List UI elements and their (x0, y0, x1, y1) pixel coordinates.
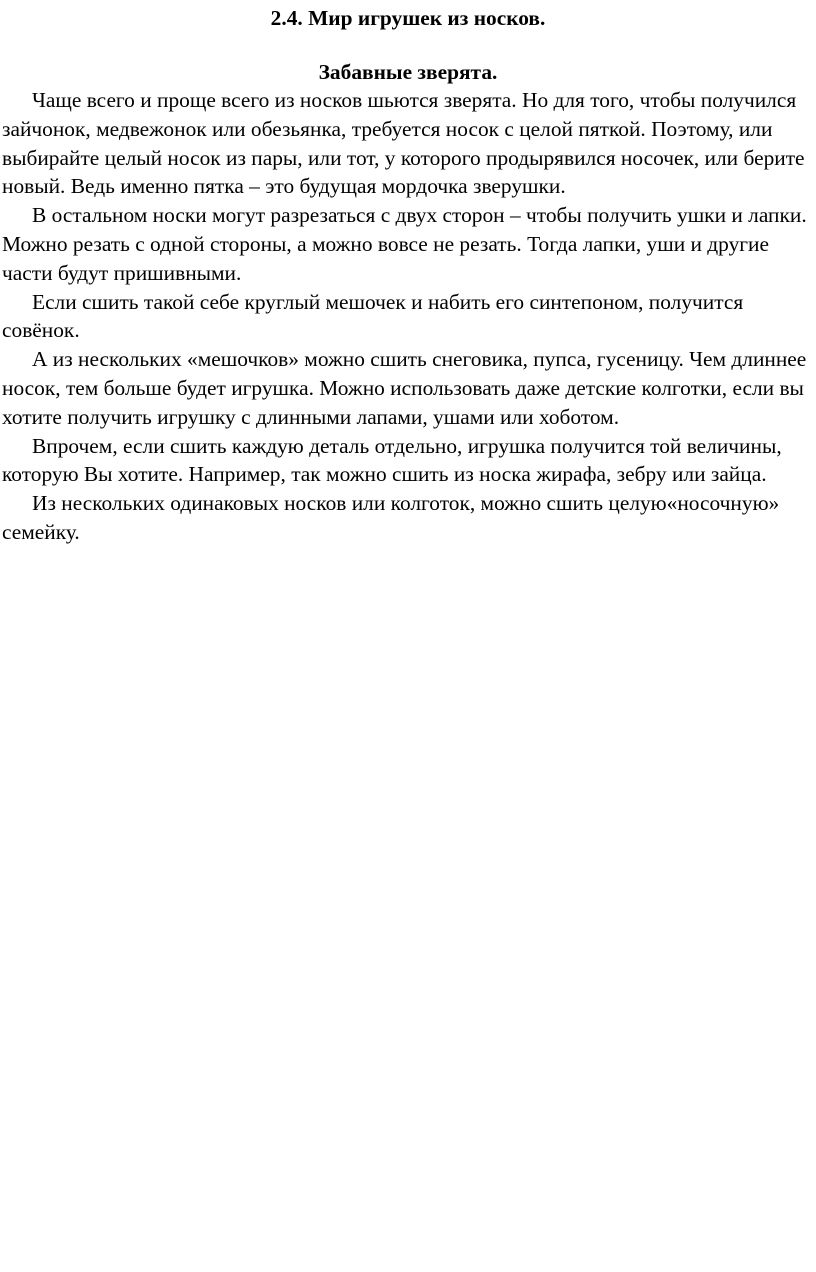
section-title: 2.4. Мир игрушек из носков. (270, 6, 546, 30)
paragraph-2: В остальном носки могут разрезаться с двух сторон – чтобы получить ушки и лапки. Можно резать с одной стороны, а можно вовсе не резать. Тогда лапки, уши и другие части будут пришивными. (2, 203, 807, 285)
paragraph-6: Из нескольких одинаковых носков или колготок, можно сшить целую«носочную» семейку. (2, 491, 780, 544)
paragraph-5: Впрочем, если сшить каждую деталь отдельно, игрушка получится той величины, которую Вы хотите. Например, так можно сшить из носка жирафа, зебру или зайца. (2, 433, 782, 487)
section-subtitle: Забавные зверята. (318, 60, 498, 84)
paragraph-1: Чаще всего и проще всего из носков шьются зверята. Но для того, чтобы получился зайчонок, медвежонок или обезьянка, требуется носок с целой пяткой. Поэтому, или выбирайте целый носок из пары, или тот, у которого продырявился носочек, или берите новый. Ведь именно пятка – это будущая мордочка зверушки. (2, 88, 805, 199)
paragraph-4: А из нескольких «мешочков» можно сшить снеговика, пупса, гусеницу. Чем длиннее носок, тем больше будет игрушка. Можно использовать даже детские колготки, если вы хотите получить игрушку с длинными лапами, ушами или хоботом. (2, 347, 807, 429)
paragraph-3: Если сшить такой себе круглый мешочек и набить его синтепоном, получится совёнок. (2, 289, 744, 343)
